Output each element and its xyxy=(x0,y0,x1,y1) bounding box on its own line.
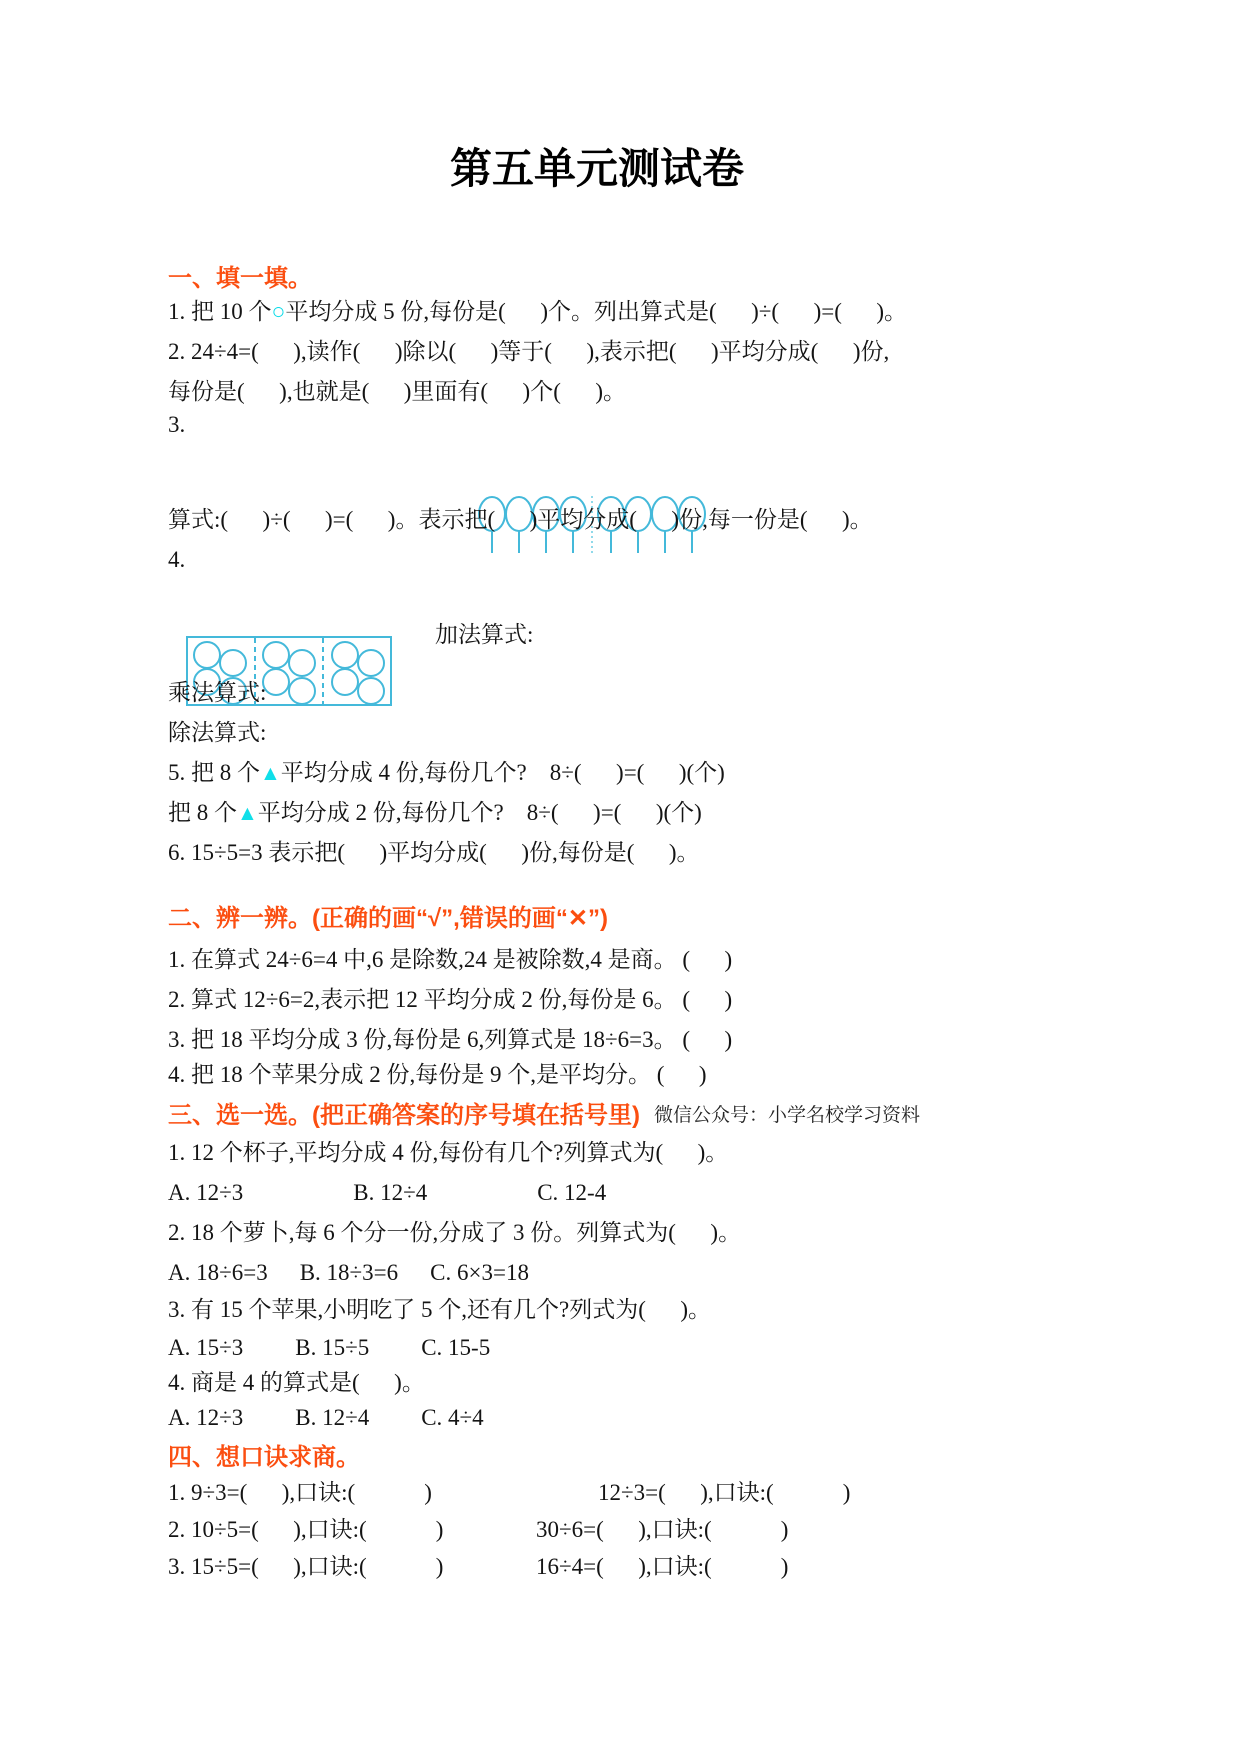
s4-row-2 xyxy=(168,1515,789,1545)
s1-q4-division-label: 除法算式: xyxy=(168,720,267,745)
s1-question-3-label: 3. xyxy=(168,412,186,437)
s1-q5a-post: 平均分成 4 份,每份几个? 8÷( )=( )(个) xyxy=(280,760,725,785)
section-4-heading: 四、想口诀求商。 xyxy=(168,1444,360,1471)
s4-r2-right: 30÷6=( ),口诀:( ) xyxy=(536,1517,789,1542)
option-a: A. 12÷3 xyxy=(168,1405,244,1430)
wechat-note: 微信公众号：小学名校学习资料 xyxy=(653,1105,920,1126)
s1-q5a-pre: 5. 把 8 个 xyxy=(168,760,260,785)
section-3-heading-text: 三、选一选。(把正确答案的序号填在括号里) xyxy=(168,1102,640,1129)
option-b: B. 15÷5 xyxy=(295,1335,370,1360)
s1-question-6: 6. 15÷5=3 表示把( )平均分成( )份,每份是( )。 xyxy=(168,840,700,865)
s4-r3-left: 3. 15÷5=( ),口诀:( ) xyxy=(168,1554,444,1579)
option-c: C. 4÷4 xyxy=(421,1405,484,1430)
s1-q5b-pre: 把 8 个 xyxy=(168,800,237,825)
s3-q1-options xyxy=(168,1178,716,1208)
s3-q4-options xyxy=(168,1403,536,1433)
s4-r1-left: 1. 9÷3=( ),口诀:( ) xyxy=(168,1480,432,1505)
s4-row-3 xyxy=(168,1552,789,1582)
s1-question-4-label: 4. xyxy=(168,547,186,572)
s3-q3-options xyxy=(168,1333,542,1363)
option-c: C. 6×3=18 xyxy=(430,1260,529,1285)
s3-question-2: 2. 18 个萝卜,每 6 个分一份,分成了 3 份。列算式为( )。 xyxy=(168,1220,742,1245)
page-title: 第五单元测试卷 xyxy=(449,145,744,192)
option-b: B. 12÷4 xyxy=(353,1180,428,1205)
option-b: B. 18÷3=6 xyxy=(299,1260,399,1285)
s1-q5b-post: 平均分成 2 份,每份几个? 8÷( )=( )(个) xyxy=(257,800,702,825)
s1-question-3-equation: 算式:( )÷( )=( )。表示把( )平均分成( )份,每一份是( )。 xyxy=(168,507,873,532)
s3-question-1: 1. 12 个杯子,平均分成 4 份,每份有几个?列算式为( )。 xyxy=(168,1140,729,1165)
s1-q1-pre: 1. 把 10 个 xyxy=(168,299,272,324)
s3-q2-options xyxy=(168,1258,561,1288)
option-a: A. 15÷3 xyxy=(168,1335,244,1360)
s1-question-2-line1: 2. 24÷4=( ),读作( )除以( )等于( ),表示把( )平均分成( )份, xyxy=(168,339,890,364)
option-a: A. 18÷6=3 xyxy=(168,1260,268,1285)
s3-question-3: 3. 有 15 个苹果,小明吃了 5 个,还有几个?列式为( )。 xyxy=(168,1297,712,1322)
section-1-heading: 一、填一填。 xyxy=(168,265,312,292)
s4-r3-right: 16÷4=( ),口诀:( ) xyxy=(536,1554,789,1579)
s1-q4-addition-label: 加法算式: xyxy=(435,622,534,647)
option-c: C. 15-5 xyxy=(421,1335,491,1360)
s1-question-2-line2: 每份是( ),也就是( )里面有( )个( )。 xyxy=(168,379,627,404)
triangle-icon: ▲ xyxy=(237,801,258,825)
s1-question-5-line2 xyxy=(168,798,702,828)
s1-question-5-line1 xyxy=(168,758,725,788)
s2-question-2: 2. 算式 12÷6=2,表示把 12 平均分成 2 份,每份是 6。 ( ) xyxy=(168,987,733,1012)
s2-question-4: 4. 把 18 个苹果分成 2 份,每份是 9 个,是平均分。 ( ) xyxy=(168,1062,707,1087)
option-b: B. 12÷4 xyxy=(295,1405,370,1430)
s4-r1-right: 12÷3=( ),口诀:( ) xyxy=(598,1480,851,1505)
option-c: C. 12-4 xyxy=(537,1180,607,1205)
section-3-heading xyxy=(168,1095,920,1130)
s1-question-1 xyxy=(168,297,907,327)
triangle-icon: ▲ xyxy=(260,761,281,785)
circle-icon: ○ xyxy=(271,299,286,324)
s1-q1-post: 平均分成 5 份,每份是( )个。列出算式是( )÷( )=( )。 xyxy=(285,299,908,324)
s4-row-1 xyxy=(168,1478,851,1508)
s2-question-3: 3. 把 18 平均分成 3 份,每份是 6,列算式是 18÷6=3。 ( ) xyxy=(168,1027,733,1052)
option-a: A. 12÷3 xyxy=(168,1180,244,1205)
s2-question-1: 1. 在算式 24÷6=4 中,6 是除数,24 是被除数,4 是商。 ( ) xyxy=(168,947,733,972)
section-2-heading: 二、辨一辨。(正确的画“√”,错误的画“✕”) xyxy=(168,905,608,932)
s3-question-4: 4. 商是 4 的算式是( )。 xyxy=(168,1370,425,1395)
s1-q4-multiplication-label: 乘法算式: xyxy=(168,680,267,705)
s4-r2-left: 2. 10÷5=( ),口诀:( ) xyxy=(168,1517,444,1542)
